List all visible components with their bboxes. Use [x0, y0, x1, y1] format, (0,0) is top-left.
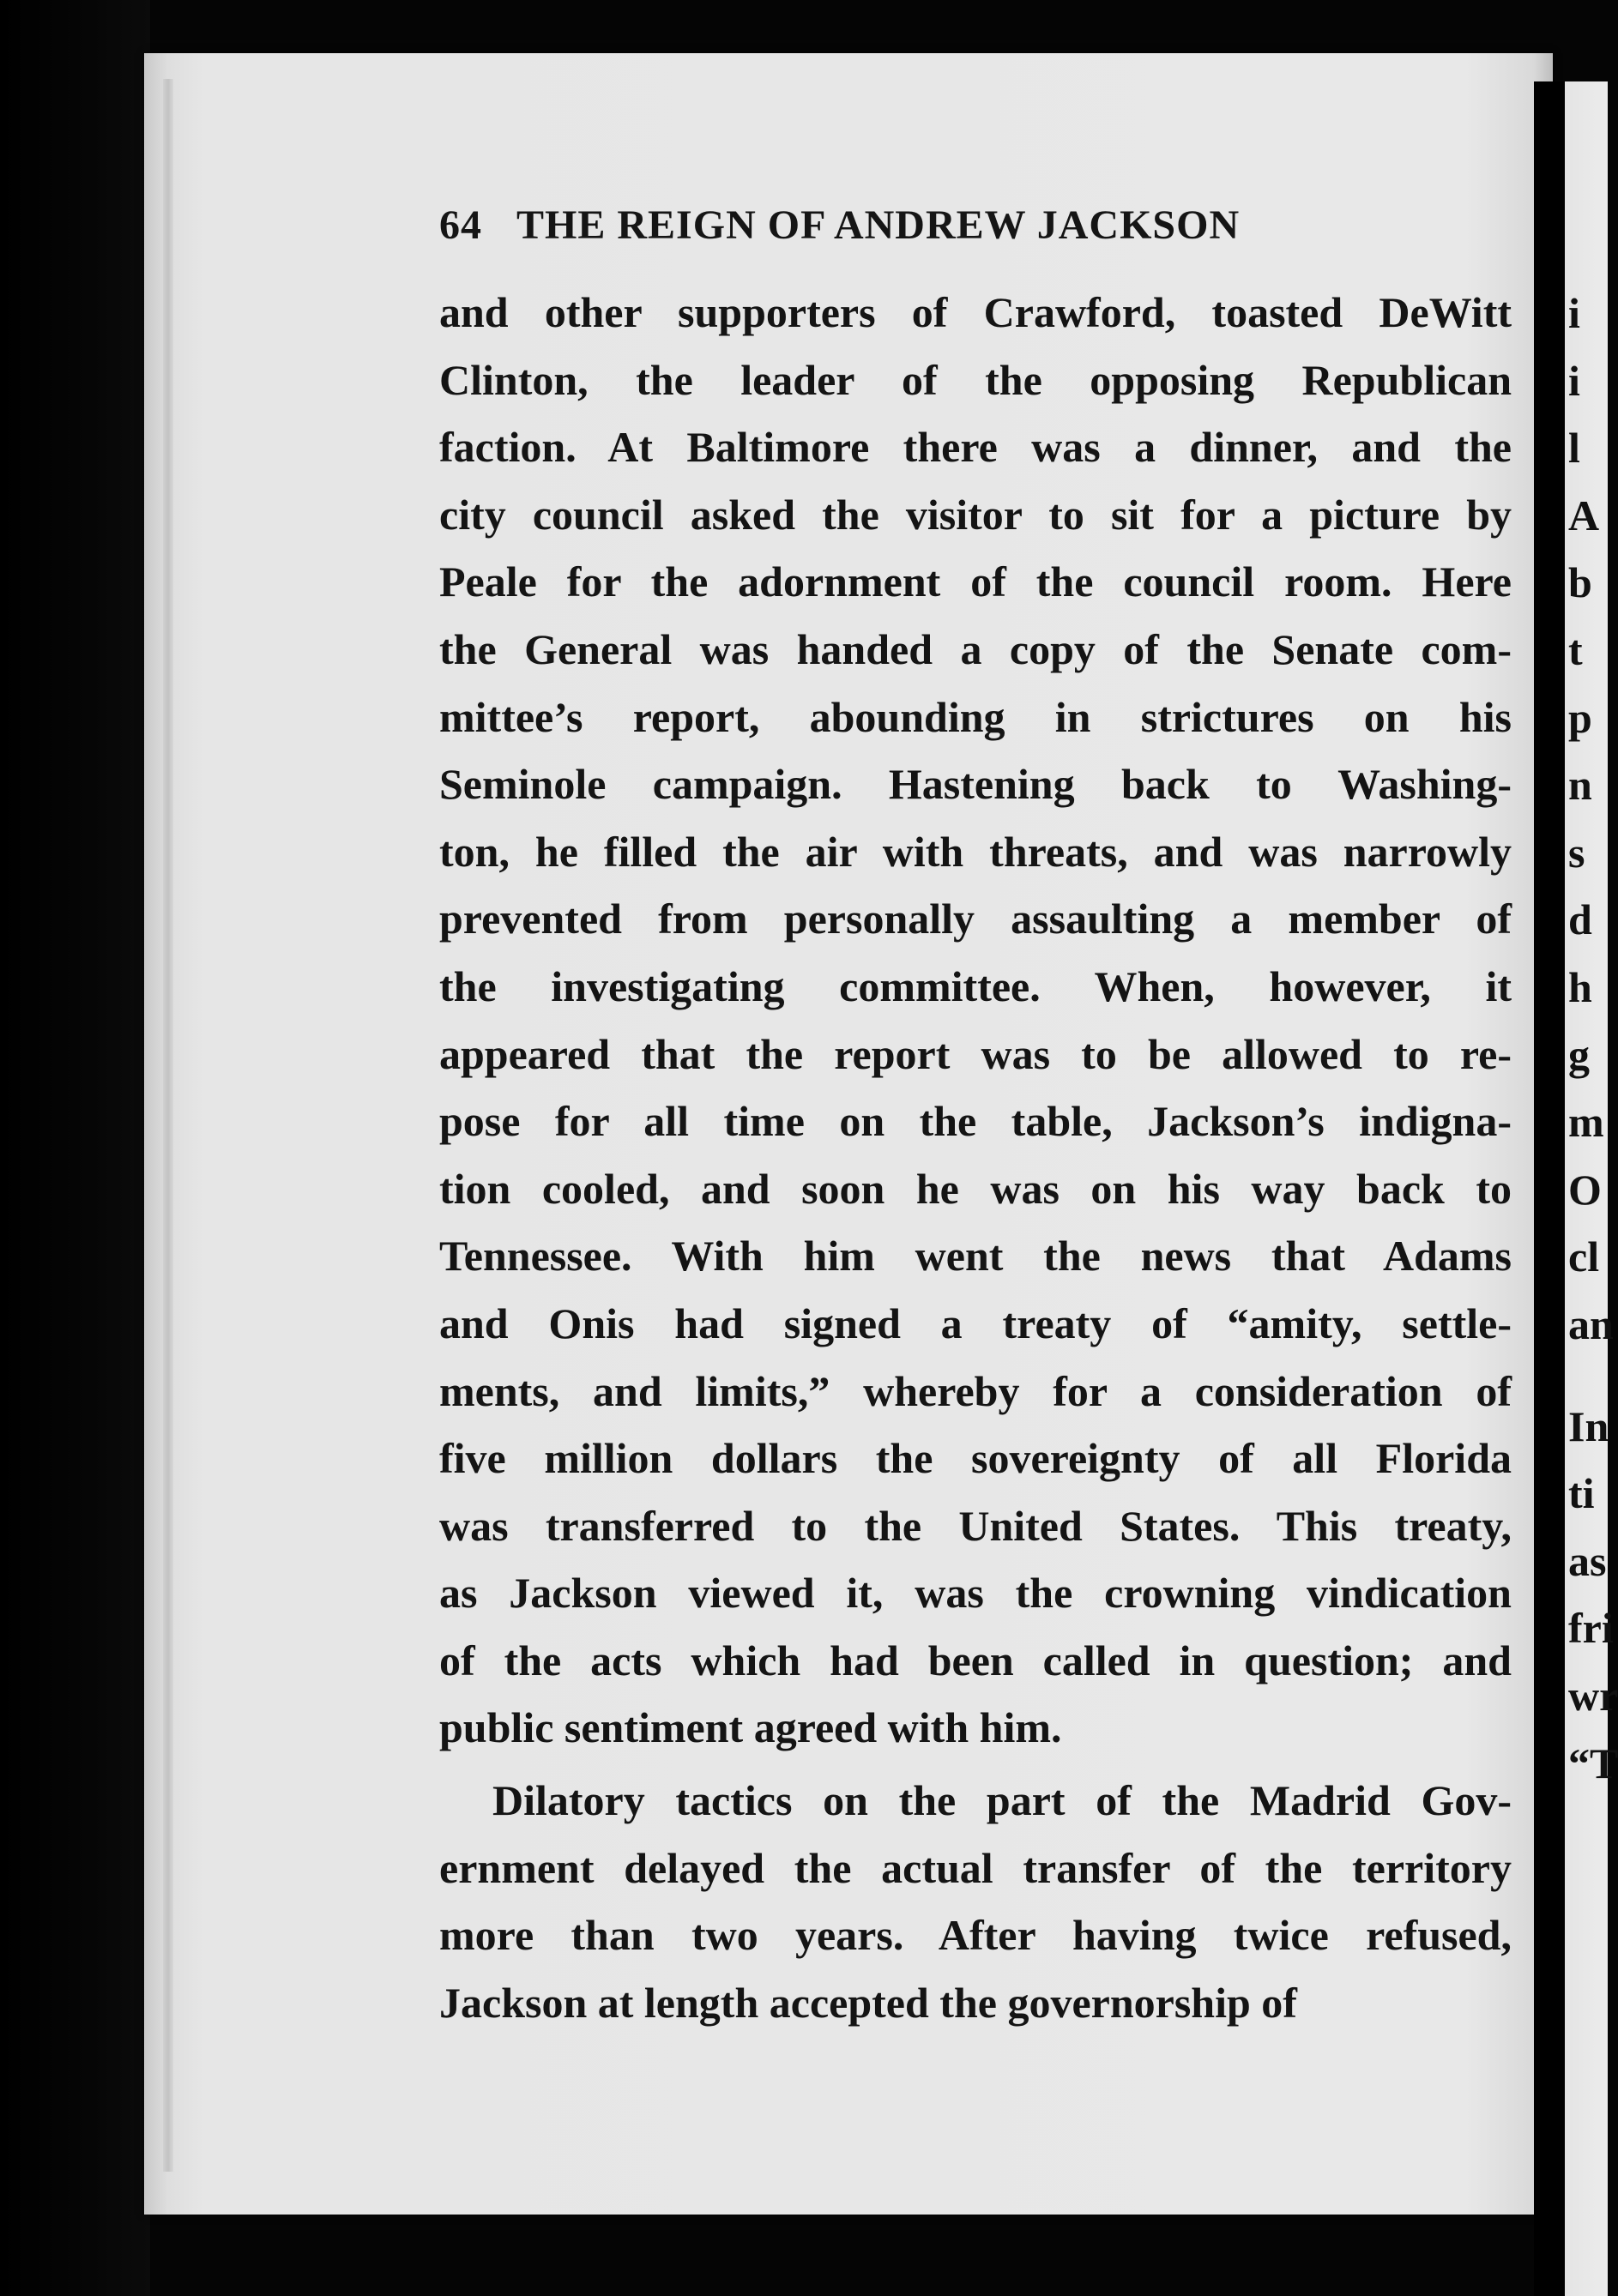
text-line: faction. At Baltimore there was a dinner, and the [439, 423, 1512, 472]
page-number: 64 [439, 202, 482, 248]
text-line: the investigating committee. When, however, it [439, 961, 1512, 1010]
paragraph [439, 279, 1512, 1762]
film-margin-left [0, 0, 150, 2296]
text-line: Jackson at length accepted the governorship of [439, 1978, 1297, 2027]
text-line: of the acts which had been called in question; and [439, 1636, 1512, 1684]
facing-page-fragment: ti [1568, 1469, 1595, 1518]
text-line: appeared that the report was to be allowed to re- [439, 1029, 1512, 1078]
facing-page-fragment: as [1568, 1536, 1607, 1585]
facing-page-fragment: g [1568, 1030, 1590, 1079]
text-line: prevented from personally assaulting a member of [439, 895, 1512, 943]
text-line: ton, he filled the air with threats, and was narrowly [439, 827, 1512, 876]
facing-page-fragment: wr [1568, 1672, 1618, 1720]
text-line: as Jackson viewed it, was the crowning vindication [439, 1569, 1512, 1618]
facing-page-fragment: t [1568, 626, 1583, 674]
text-line: five million dollars the sovereignty of all Florida [439, 1434, 1512, 1483]
text-line: Seminole campaign. Hastening back to Washing- [439, 760, 1512, 809]
text-line: mittee’s report, abounding in strictures on his [439, 692, 1512, 741]
facing-page-fragment: “T [1568, 1739, 1618, 1787]
facing-page-fragment: m [1568, 1098, 1604, 1147]
paragraph [439, 1767, 1512, 2036]
text-line: city council asked the visitor to sit for a picture by [439, 490, 1512, 539]
text-line: more than two years. After having twice refused, [439, 1911, 1512, 1960]
text-line: Clinton, the leader of the opposing Republican [439, 355, 1512, 404]
facing-page-fragment: an [1568, 1300, 1614, 1348]
text-line: tion cooled, and soon he was on his way back to [439, 1164, 1512, 1213]
text-line: Dilatory tactics on the part of the Madrid Gov- [492, 1776, 1512, 1825]
facing-page-fragment: O [1568, 1165, 1602, 1214]
page-binding-edge [163, 79, 173, 2172]
facing-page-fragment: h [1568, 963, 1592, 1011]
facing-page-fragment: i [1568, 356, 1580, 405]
facing-page-fragment: fri [1568, 1604, 1614, 1653]
running-title: THE REIGN OF ANDREW JACKSON [516, 202, 1241, 248]
facing-page-fragment: b [1568, 558, 1592, 607]
text-line: the General was handed a copy of the Senate com- [439, 624, 1512, 673]
facing-page-sliver [1565, 81, 1618, 2296]
facing-page-fragment: n [1568, 761, 1592, 810]
text-line: Peale for the adornment of the council room. Here [439, 557, 1512, 606]
running-header [439, 202, 1512, 249]
text-line: ernment delayed the actual transfer of the territory [439, 1843, 1512, 1892]
facing-page-fragment: p [1568, 693, 1592, 742]
text-line: Tennessee. With him went the news that Adams [439, 1232, 1512, 1281]
facing-page-fragment: In [1568, 1401, 1609, 1450]
facing-page-fragment: i [1568, 289, 1580, 337]
facing-page-fragment: l [1568, 424, 1580, 473]
text-line: pose for all time on the table, Jackson’s indigna- [439, 1097, 1512, 1146]
facing-page-fragment: cl [1568, 1232, 1600, 1281]
page-gutter [1534, 81, 1565, 2296]
text-line: ments, and limits,” whereby for a consideration of [439, 1366, 1512, 1415]
text-line: and other supporters of Crawford, toasted DeWitt [439, 288, 1512, 336]
facing-page-fragment: d [1568, 895, 1592, 944]
text-line: was transferred to the United States. This treaty, [439, 1501, 1512, 1550]
text-line: public sentiment agreed with him. [439, 1703, 1062, 1752]
text-line: and Onis had signed a treaty of “amity, settle- [439, 1299, 1512, 1347]
body-text [439, 279, 1512, 2036]
facing-page-fragment: A [1568, 491, 1600, 539]
facing-page-fragment: s [1568, 828, 1585, 877]
